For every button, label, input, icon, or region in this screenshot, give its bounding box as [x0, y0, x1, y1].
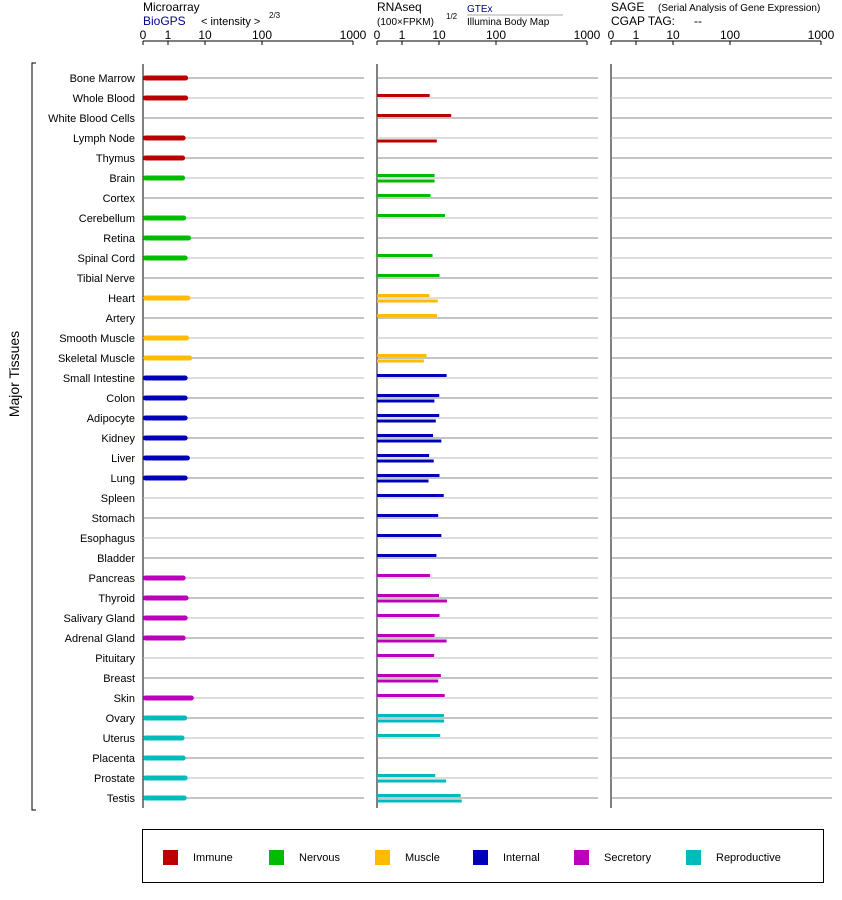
bar-biogps	[143, 456, 190, 461]
bar-biogps	[143, 136, 186, 141]
bar-biogps	[143, 336, 189, 341]
bar-gtex	[377, 674, 441, 677]
x-tick-label: 0	[373, 28, 381, 42]
tissue-label: Placenta	[92, 753, 135, 765]
bar-illumina-body-map	[377, 440, 441, 443]
bar-gtex	[377, 294, 429, 297]
bar-biogps	[143, 256, 188, 261]
bar-biogps	[143, 636, 186, 641]
bar-biogps	[143, 736, 185, 741]
bar-biogps	[143, 376, 188, 381]
bar-gtex	[377, 574, 430, 577]
bar-gtex	[377, 434, 433, 437]
tissue-label: Whole Blood	[72, 93, 135, 105]
panel-exponent: 1/2	[446, 12, 458, 21]
bar-biogps	[143, 236, 191, 241]
bar-illumina-body-map	[377, 360, 424, 363]
bar-biogps	[143, 396, 188, 401]
legend-label: Muscle	[405, 851, 440, 864]
bar-illumina-body-map	[377, 720, 444, 723]
bar-biogps	[143, 296, 190, 301]
bar-gtex	[377, 714, 444, 717]
panel-subtitle: < intensity >	[201, 16, 261, 28]
legend-label: Internal	[503, 851, 540, 864]
legend-item-immune	[163, 850, 233, 865]
bar-biogps	[143, 76, 188, 81]
bar-gtex	[377, 394, 439, 397]
bar-biogps	[143, 756, 186, 761]
x-tick-label: 0	[139, 28, 147, 42]
bar-biogps	[143, 596, 189, 601]
tissue-label: Adrenal Gland	[64, 633, 135, 645]
bar-gtex	[377, 214, 445, 217]
bar-illumina-body-map	[377, 300, 438, 303]
tissue-labels	[48, 73, 136, 805]
bar-biogps	[143, 776, 188, 781]
tissue-label: Esophagus	[79, 533, 135, 545]
bar-illumina-body-map	[377, 800, 462, 803]
x-tick-label: 1000	[807, 28, 835, 42]
tissue-label: Uterus	[102, 733, 135, 745]
bar-illumina-body-map	[377, 180, 435, 183]
tissue-label: Pancreas	[88, 573, 135, 585]
panel-subtitle: (100×FPKM)	[377, 17, 434, 28]
tissue-label: Cortex	[102, 193, 135, 205]
x-tick-label: 10	[666, 28, 680, 42]
bar-gtex	[377, 654, 434, 657]
bar-gtex	[377, 774, 435, 777]
legend-item-internal	[473, 850, 540, 865]
bar-biogps	[143, 476, 188, 481]
bar-gtex	[377, 174, 435, 177]
legend-swatch	[375, 850, 390, 865]
legend-label: Nervous	[299, 851, 340, 864]
bar-gtex	[377, 314, 437, 317]
cgap-tag-value: --	[694, 14, 702, 28]
bar-biogps	[143, 616, 188, 621]
group-legend	[142, 829, 824, 883]
y-axis-label: Major Tissues	[6, 330, 22, 418]
bar-gtex	[377, 114, 451, 117]
bracket-line	[32, 63, 36, 810]
tissue-label: Pituitary	[95, 653, 135, 665]
legend-label: Immune	[193, 851, 233, 864]
bar-gtex	[377, 634, 435, 637]
legend-swatch	[269, 850, 284, 865]
bar-illumina-body-map	[377, 460, 434, 463]
tissue-label: Colon	[106, 393, 135, 405]
bar-gtex	[377, 274, 439, 277]
tissue-label: Ovary	[105, 713, 135, 725]
bar-illumina-body-map	[377, 140, 437, 143]
bar-gtex	[377, 494, 444, 497]
bar-gtex	[377, 694, 445, 697]
legend-illumina: Illumina Body Map	[467, 17, 550, 28]
tissue-label: Lymph Node	[73, 133, 135, 145]
panel-microarray	[140, 0, 367, 808]
legend-label: Secretory	[604, 851, 652, 864]
tissue-label: Bone Marrow	[69, 73, 135, 85]
legend-swatch	[163, 850, 178, 865]
tissue-label: Retina	[103, 233, 135, 245]
legend-gtex[interactable]: GTEx	[467, 4, 493, 15]
panel-subtitle-note: (Serial Analysis of Gene Expression)	[658, 3, 821, 14]
bar-biogps	[143, 576, 186, 581]
panel-title: RNAseq	[377, 0, 422, 14]
x-tick-label: 1	[632, 28, 640, 42]
tissue-label: Heart	[108, 293, 135, 305]
tissue-label: Kidney	[101, 433, 135, 445]
tissue-label: Bladder	[97, 553, 135, 565]
bar-gtex	[377, 594, 439, 597]
legend-label: Reproductive	[716, 851, 781, 864]
x-tick-label: 1000	[339, 28, 367, 42]
x-tick-label: 0	[607, 28, 615, 42]
tissue-label: Spinal Cord	[77, 253, 135, 265]
bar-illumina-body-map	[377, 640, 447, 643]
tissue-label: Breast	[103, 673, 135, 685]
panel-exponent: 2/3	[269, 11, 281, 20]
x-tick-label: 100	[485, 28, 507, 42]
tissue-label: Cerebellum	[78, 213, 135, 225]
legend-item-secretory	[574, 850, 651, 865]
tissue-label: Thyroid	[98, 593, 135, 605]
legend-swatch	[686, 850, 701, 865]
tissue-label: Smooth Muscle	[59, 333, 135, 345]
bar-biogps	[143, 716, 187, 721]
bar-biogps	[143, 696, 194, 701]
bar-biogps	[143, 96, 188, 101]
bar-illumina-body-map	[377, 480, 428, 483]
panels	[140, 0, 835, 808]
bar-illumina-body-map	[377, 420, 436, 423]
tissue-label: Stomach	[91, 513, 135, 525]
panel-sage	[608, 0, 835, 808]
x-tick-label: 100	[251, 28, 273, 42]
x-tick-label: 100	[719, 28, 741, 42]
bar-illumina-body-map	[377, 400, 434, 403]
tissue-label: Thymus	[95, 153, 135, 165]
bar-gtex	[377, 474, 439, 477]
panel-title: SAGE	[611, 0, 645, 14]
tissue-label: Liver	[111, 453, 135, 465]
bar-biogps	[143, 176, 185, 181]
legend-item-muscle	[375, 850, 440, 865]
bar-biogps	[143, 356, 192, 361]
bar-biogps	[143, 436, 188, 441]
bar-gtex	[377, 94, 430, 97]
legend-item-reproductive	[686, 850, 781, 865]
tissue-label: Salivary Gland	[63, 613, 135, 625]
bar-biogps	[143, 796, 187, 801]
tissue-label: Tibial Nerve	[76, 273, 135, 285]
legend-swatch	[574, 850, 589, 865]
bar-gtex	[377, 554, 436, 557]
bar-gtex	[377, 734, 440, 737]
bar-gtex	[377, 254, 433, 257]
tissue-bracket	[32, 63, 36, 810]
tissue-label: White Blood Cells	[48, 113, 135, 125]
tissue-label: Skeletal Muscle	[57, 353, 135, 365]
bar-gtex	[377, 374, 447, 377]
x-tick-label: 10	[432, 28, 446, 42]
panel-rnaseq	[374, 0, 601, 808]
bar-gtex	[377, 534, 441, 537]
tissue-label: Brain	[109, 173, 135, 185]
bar-illumina-body-map	[377, 680, 438, 683]
bar-gtex	[377, 794, 461, 797]
x-tick-label: 1	[164, 28, 172, 42]
tissue-label: Small Intestine	[62, 373, 135, 385]
panel-title: Microarray	[143, 0, 200, 14]
x-tick-label: 10	[198, 28, 212, 42]
bar-illumina-body-map	[377, 780, 446, 783]
bar-gtex	[377, 414, 439, 417]
tissue-label: Artery	[105, 313, 135, 325]
tissue-label: Lung	[110, 473, 135, 485]
x-tick-label: 1	[398, 28, 406, 42]
biogps-link[interactable]: BioGPS	[143, 14, 186, 28]
tissue-label: Adipocyte	[86, 413, 135, 425]
bar-biogps	[143, 156, 185, 161]
legend-item-nervous	[269, 850, 340, 865]
tissue-label: Spleen	[100, 493, 135, 505]
cgap-tag-label: CGAP TAG:	[611, 14, 676, 28]
bar-biogps	[143, 416, 188, 421]
tissue-label: Skin	[113, 693, 135, 705]
legend-swatch	[473, 850, 488, 865]
bar-gtex	[377, 194, 431, 197]
bar-gtex	[377, 614, 439, 617]
x-tick-label: 1000	[573, 28, 601, 42]
tissue-label: Prostate	[94, 773, 135, 785]
bar-biogps	[143, 216, 186, 221]
y-axis-title	[6, 331, 22, 417]
bar-illumina-body-map	[377, 600, 447, 603]
bar-gtex	[377, 514, 438, 517]
tissue-label: Testis	[106, 793, 135, 805]
bar-gtex	[377, 454, 429, 457]
bar-gtex	[377, 354, 427, 357]
